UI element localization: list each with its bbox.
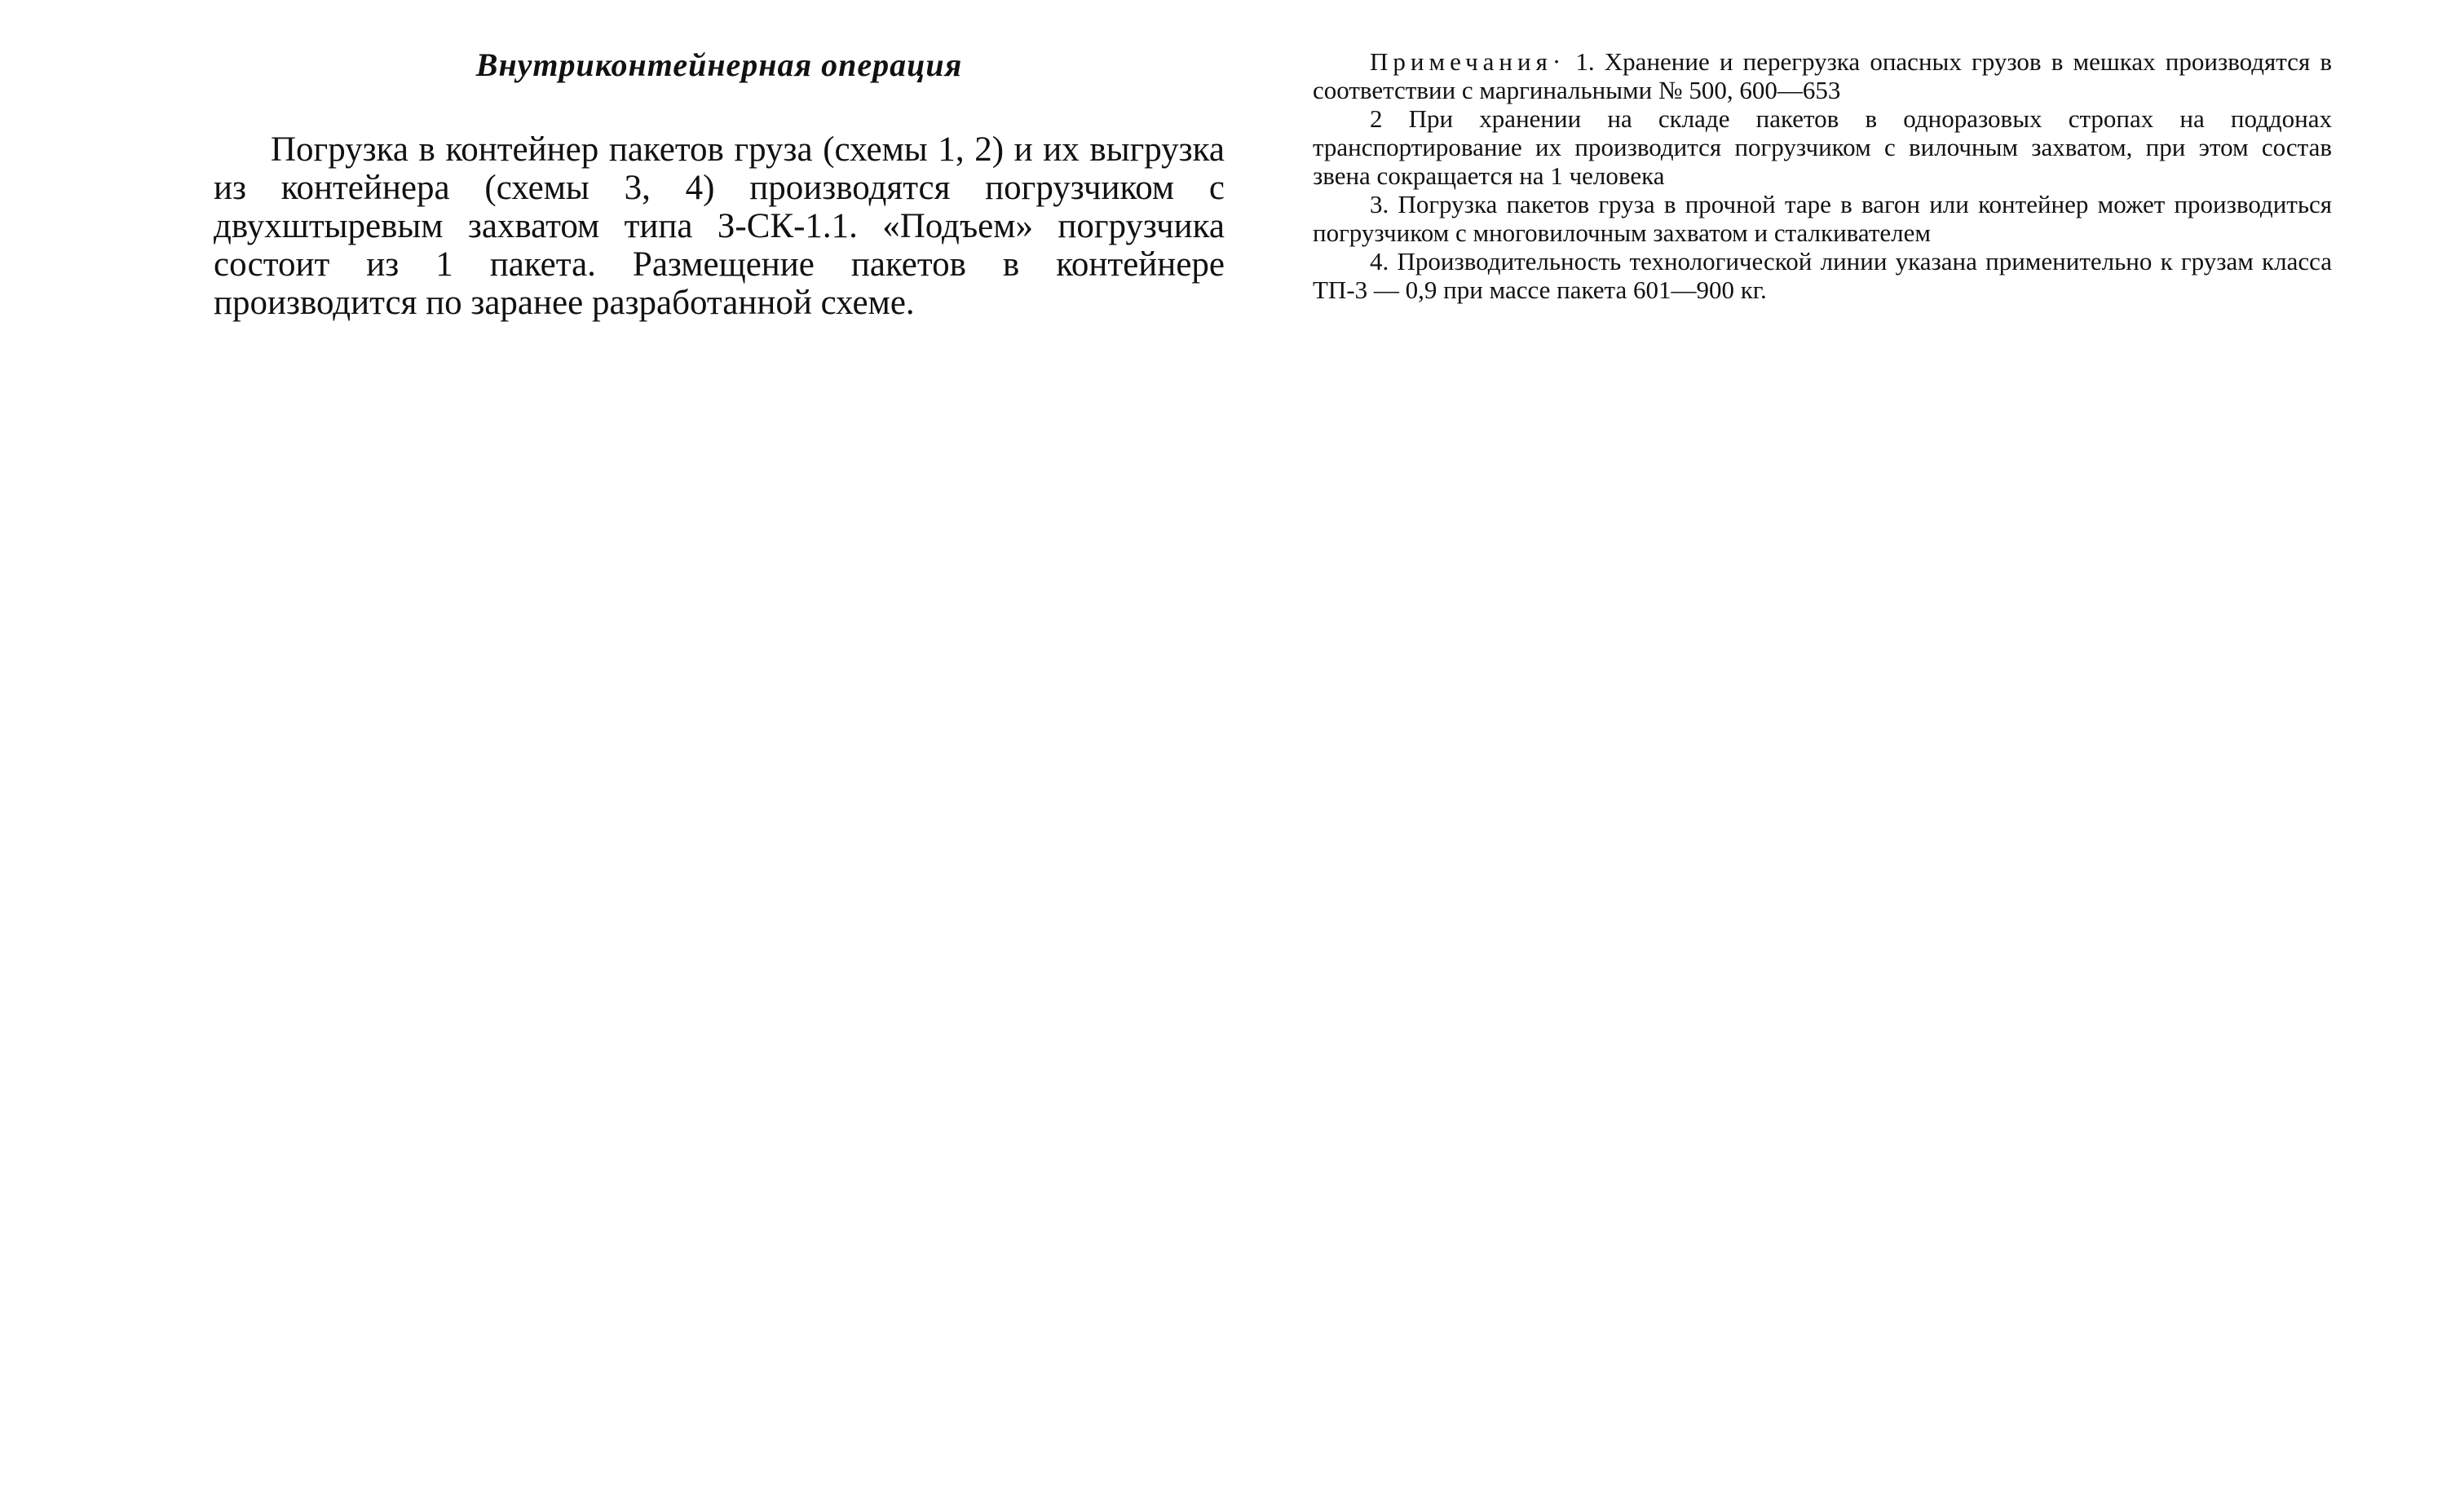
note-item-4: 4. Производительность технологической линии указана применительно к грузам класса ТП-3 — 0,9 при массе пакета 601—900 кг. xyxy=(1313,247,2332,304)
note-text: 1. Хранение и перегрузка опасных грузов в мешках производятся в соответствии с маргинальными № 500, 600—653 xyxy=(1313,47,2333,104)
section-title: Внутриконтейнерная операция xyxy=(475,46,963,83)
left-column xyxy=(214,46,1225,322)
notes-column xyxy=(1313,47,2332,304)
notes-lead: Примечания· xyxy=(1370,47,1566,76)
operation-description: Погрузка в контейнер пакетов груза (схемы 1, 2) и их выгрузка из контейнера (схемы 3, 4) производятся погрузчиком с двухштыревым захватом типа З-СК-1.1. «Подъем» погрузчика состоит из 1 пакета. Размещение пакетов в контейнере производится по заранее разработанной схеме. xyxy=(214,130,1225,322)
note-item-3: 3. Погрузка пакетов груза в прочной таре в вагон или контейнер может производиться погрузчиком с многовилочным захватом и сталкивателем xyxy=(1313,190,2332,247)
note-item-1 xyxy=(1313,47,2332,104)
note-item-2: 2 При хранении на складе пакетов в одноразовых стропах на поддонах транспортирование их производится погрузчиком с вилочным захватом, при этом состав звена сокращается на 1 человека xyxy=(1313,104,2332,190)
